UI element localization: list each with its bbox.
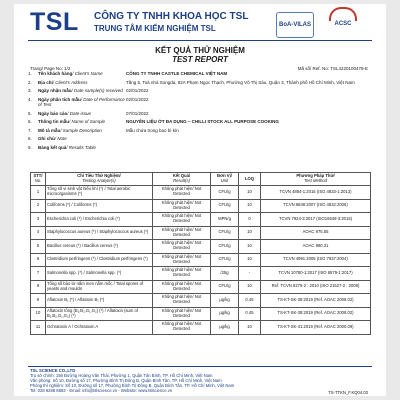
result-value: Không phát hiện/ Not Detected (153, 213, 211, 227)
info-label: Thông tin mẫu/ Name of Sample (38, 119, 106, 124)
info-row (28, 111, 372, 117)
table-row (31, 280, 371, 294)
footer-office: Văn phòng: Số 10, Đường số 17, Phường Bình Trị Đông B, Quận Bình Tân, TP. Hồ Chí Minh, Việt Nam (30, 378, 222, 383)
info-row (28, 80, 372, 86)
info-number: 6. (28, 119, 32, 124)
unit-value: CFU/g (211, 186, 239, 200)
info-label: Mô tả mẫu/ Sample Description (38, 127, 102, 133)
unit-value: /25g (211, 267, 239, 281)
results-header-cell: Kết Quả/ Result(s) (153, 173, 211, 186)
result-value: Không phát hiện/ Not Detected (153, 240, 211, 254)
footer-laboratory: Phòng thí nghiệm: Số 10, Đường số 17, Phường Bình Trị Đông B, Quận Bình Tân, TP. Hồ Chí Minh, Việt Nam (30, 383, 235, 388)
test-method: AOAC 980.31 (261, 240, 371, 254)
info-row (28, 97, 372, 108)
analyte-name: Tổng số vi sinh vật hiếu khí (*) / Total aerobic microorganisms (*) (46, 186, 153, 200)
results-header-cell: Chỉ Tiêu Thử Nghiệm/ Testing Analyte(s) (46, 173, 153, 186)
row-number: 7 (31, 267, 46, 281)
header-divider (28, 40, 372, 41)
loq-value: 0.45 (239, 307, 261, 321)
results-body (31, 186, 371, 335)
info-value: NGUYÊN LIỆU ỚT ĐA DỤNG – CHILLI STOCK ALL PURPOSE COOKING (126, 119, 279, 124)
info-number: 9. (28, 144, 32, 150)
report-title-en: TEST REPORT (172, 55, 228, 64)
company-name: CÔNG TY TNHH KHOA HỌC TSL (94, 11, 249, 22)
result-value: Không phát hiện/ Not Detected (153, 280, 211, 294)
info-number: 1. (28, 71, 32, 76)
table-row (31, 253, 371, 267)
info-value: 07/01/2022 (126, 110, 149, 116)
acsc-accreditation-badge (326, 7, 360, 41)
analyte-name: Escherichia coli (*) / Escherichia coli (*) (46, 213, 153, 227)
table-row (31, 199, 371, 213)
test-method: TCVN 4991:2005 (ISO 7937:2004) (261, 253, 371, 267)
results-header-cell: Đơn Vị/ Unit (211, 173, 239, 186)
table-row (31, 240, 371, 254)
row-number: 6 (31, 253, 46, 267)
unit-value: CFU/g (211, 240, 239, 254)
info-label: Ngày báo cáo/ Date issue (38, 110, 92, 116)
loq-value: 10 (239, 186, 261, 200)
test-method: TS-KT-SK-38:2019 (Ref. AOAC 2008.02) (261, 294, 371, 308)
analyte-name: Coliforms (*) / Coliforms (*) (46, 199, 153, 213)
info-value: Mẫu chứa trong bao bì kín (126, 127, 179, 133)
analyte-name: Ochratoxin A / Ochratoxin A (46, 321, 153, 335)
tsl-logo: TSL (30, 8, 79, 36)
analyte-name: Aflatoxin B₁ (*) / Aflatoxin B₁ (*) (46, 294, 153, 308)
table-row (31, 213, 371, 227)
test-method: TS-KT-SK-38:2019 (Ref. AOAC 2008.02) (261, 307, 371, 321)
loq-value: 10 (239, 253, 261, 267)
info-number: 7. (28, 127, 32, 133)
info-row (28, 145, 372, 151)
footer (30, 368, 234, 393)
info-label: Ngày phân tích mẫu/ Date of Performance of Test (38, 96, 125, 107)
result-value: Không phát hiện/ Not Detected (153, 199, 211, 213)
loq-value: 10 (239, 280, 261, 294)
info-value (126, 136, 372, 142)
test-method: TCVN 10780-1:2017 (ISO 6579-1:2017) (261, 267, 371, 281)
unit-value: CFU/g (211, 226, 239, 240)
analyte-name: Staphylococcus aureus (*) / Staphylococcus aureus (*) (46, 226, 153, 240)
info-row (28, 71, 372, 77)
info-value: 02/01/2022 (126, 88, 149, 93)
center-name: TRUNG TÂM KIỂM NGHIỆM TSL (94, 24, 216, 33)
loq-value: 10 (239, 240, 261, 254)
info-row (28, 136, 372, 142)
sample-info-list (28, 71, 372, 153)
info-value: Tầng 5, Toà nhà Songda, 92A Phạm Ngọc Thạch, Phường Võ Thị Sáu, Quận 3, Thành phố Hồ Chí Minh, Việt Nam (126, 79, 355, 85)
info-number: 5. (28, 110, 32, 116)
analyte-name: Bacillus cereus (*) / Bacillus cereus (*) (46, 240, 153, 254)
test-method: TCVN 6848:2007 (ISO 4832:2006) (261, 199, 371, 213)
report-title-vn: KẾT QUẢ THỬ NGHIỆM (155, 46, 245, 55)
info-number: 3. (28, 88, 32, 93)
results-header-cell: Phương Pháp Thử/ Test Method (261, 173, 371, 186)
table-row (31, 307, 371, 321)
acsc-label: ACSC (334, 21, 352, 27)
unit-value: µg/kg (211, 294, 239, 308)
loq-value: 0.45 (239, 294, 261, 308)
table-row (31, 294, 371, 308)
analyte-name: Tổng số bào tử nấm men nấm mốc / Total spores of yeasts and moulds (46, 280, 153, 294)
test-method: AOAC 975.55 (261, 226, 371, 240)
unit-value: MPN/g (211, 213, 239, 227)
row-number: 1 (31, 186, 46, 200)
result-value: Không phát hiện/ Not Detected (153, 226, 211, 240)
acsc-seal-icon (329, 7, 357, 21)
info-row (28, 119, 372, 125)
info-row (28, 88, 372, 94)
info-value: 02/01/2022 (126, 96, 149, 102)
unit-value: CFU/g (211, 199, 239, 213)
result-value: Không phát hiện/ Not Detected (153, 267, 211, 281)
table-row (31, 186, 371, 200)
test-report-page (14, 4, 386, 396)
table-row (31, 226, 371, 240)
row-number: 11 (31, 321, 46, 335)
unit-value: CFU/g (211, 253, 239, 267)
footer-contact: Tel: 028 6288 6883 - Email: info@tslscience.vn - Website: www.tslscience.vn (30, 388, 173, 393)
analyte-name: Salmonella spp. (*) / Salmonella spp. (*) (46, 267, 153, 281)
info-value (126, 145, 372, 151)
analyte-name: Aflatoxin tổng (B₁,B₂,G₁,G₂) (*) / Aflatoxin (sum of B₁,B₂,G₁,G₂) (*) (46, 307, 153, 321)
unit-value: CFU/g (211, 280, 239, 294)
test-method: TCVN 7924-3:2017 (ISO16649-3:2015) (261, 213, 371, 227)
row-number: 3 (31, 213, 46, 227)
loq-value: 10 (239, 226, 261, 240)
loq-value: - (239, 267, 261, 281)
footer-head-office: Trụ sở chính: 156 Đường Hoàng Văn Thái, Phường 1, Quận Tân Bình, TP. Hồ Chí Minh, Việt Nam (30, 373, 213, 378)
result-value: Không phát hiện/ Not Detected (153, 307, 211, 321)
results-header-cell: LOQ (239, 173, 261, 186)
results-header-cell: STT/ No. (31, 173, 46, 186)
row-number: 5 (31, 240, 46, 254)
info-row (28, 128, 372, 134)
table-row (31, 321, 371, 335)
test-method: TS-KT-SK-41:2019 (Ref. AOAC 2000.09) (261, 321, 371, 335)
row-number: 8 (31, 280, 46, 294)
analyte-name: Clostridium perfringens (*) / Clostridium perfringens (*) (46, 253, 153, 267)
footer-divider (28, 366, 372, 367)
report-number: Mã số/ Ref. No: TSL4220100478-E (297, 66, 368, 71)
unit-value: µg/kg (211, 321, 239, 335)
row-number: 9 (31, 294, 46, 308)
row-number: 2 (31, 199, 46, 213)
info-number: 2. (28, 79, 32, 85)
info-label: Ngày nhận mẫu/ Date sample(s) received (38, 88, 123, 93)
footer-company: TSL SCIENCE CO.,LTD (30, 368, 76, 373)
result-value: Không phát hiện/ Not Detected (153, 253, 211, 267)
row-number: 10 (31, 307, 46, 321)
info-label: Bảng kết quả/ Results Table (38, 144, 96, 150)
loq-value: 10 (239, 199, 261, 213)
result-value: Không phát hiện/ Not Detected (153, 321, 211, 335)
table-row (31, 267, 371, 281)
result-value: Không phát hiện/ Not Detected (153, 294, 211, 308)
page-number: Trang/ Page No: 1/2 (30, 66, 71, 71)
info-number: 4. (28, 96, 32, 102)
info-value: CÔNG TY TNHH CASTLE CHEMICAL VIỆT NAM (126, 71, 228, 76)
form-code: TS-TTKN_F.KQ04.03 (328, 390, 368, 395)
row-number: 4 (31, 226, 46, 240)
info-label: Tên khách hàng/ Client's Name (38, 71, 103, 76)
loq-value: 10 (239, 321, 261, 335)
test-method: TCVN 4884-1:2015 (ISO 4833-1:2013) (261, 186, 371, 200)
results-table (30, 172, 371, 335)
results-header-row (31, 173, 371, 186)
loq-value: 0 (239, 213, 261, 227)
vilas-accreditation-badge: BoA-VILAS (276, 12, 314, 38)
info-number: 8. (28, 136, 32, 141)
info-label: Ghi chú/ Note (38, 136, 67, 141)
test-method: Ref. TCVN 8275-2 : 2010 (ISO 21527-2 : 2008) (261, 280, 371, 294)
info-label: Địa chỉ/ Client's Address (38, 79, 88, 85)
result-value: Không phát hiện/ Not Detected (153, 186, 211, 200)
unit-value: µg/kg (211, 307, 239, 321)
